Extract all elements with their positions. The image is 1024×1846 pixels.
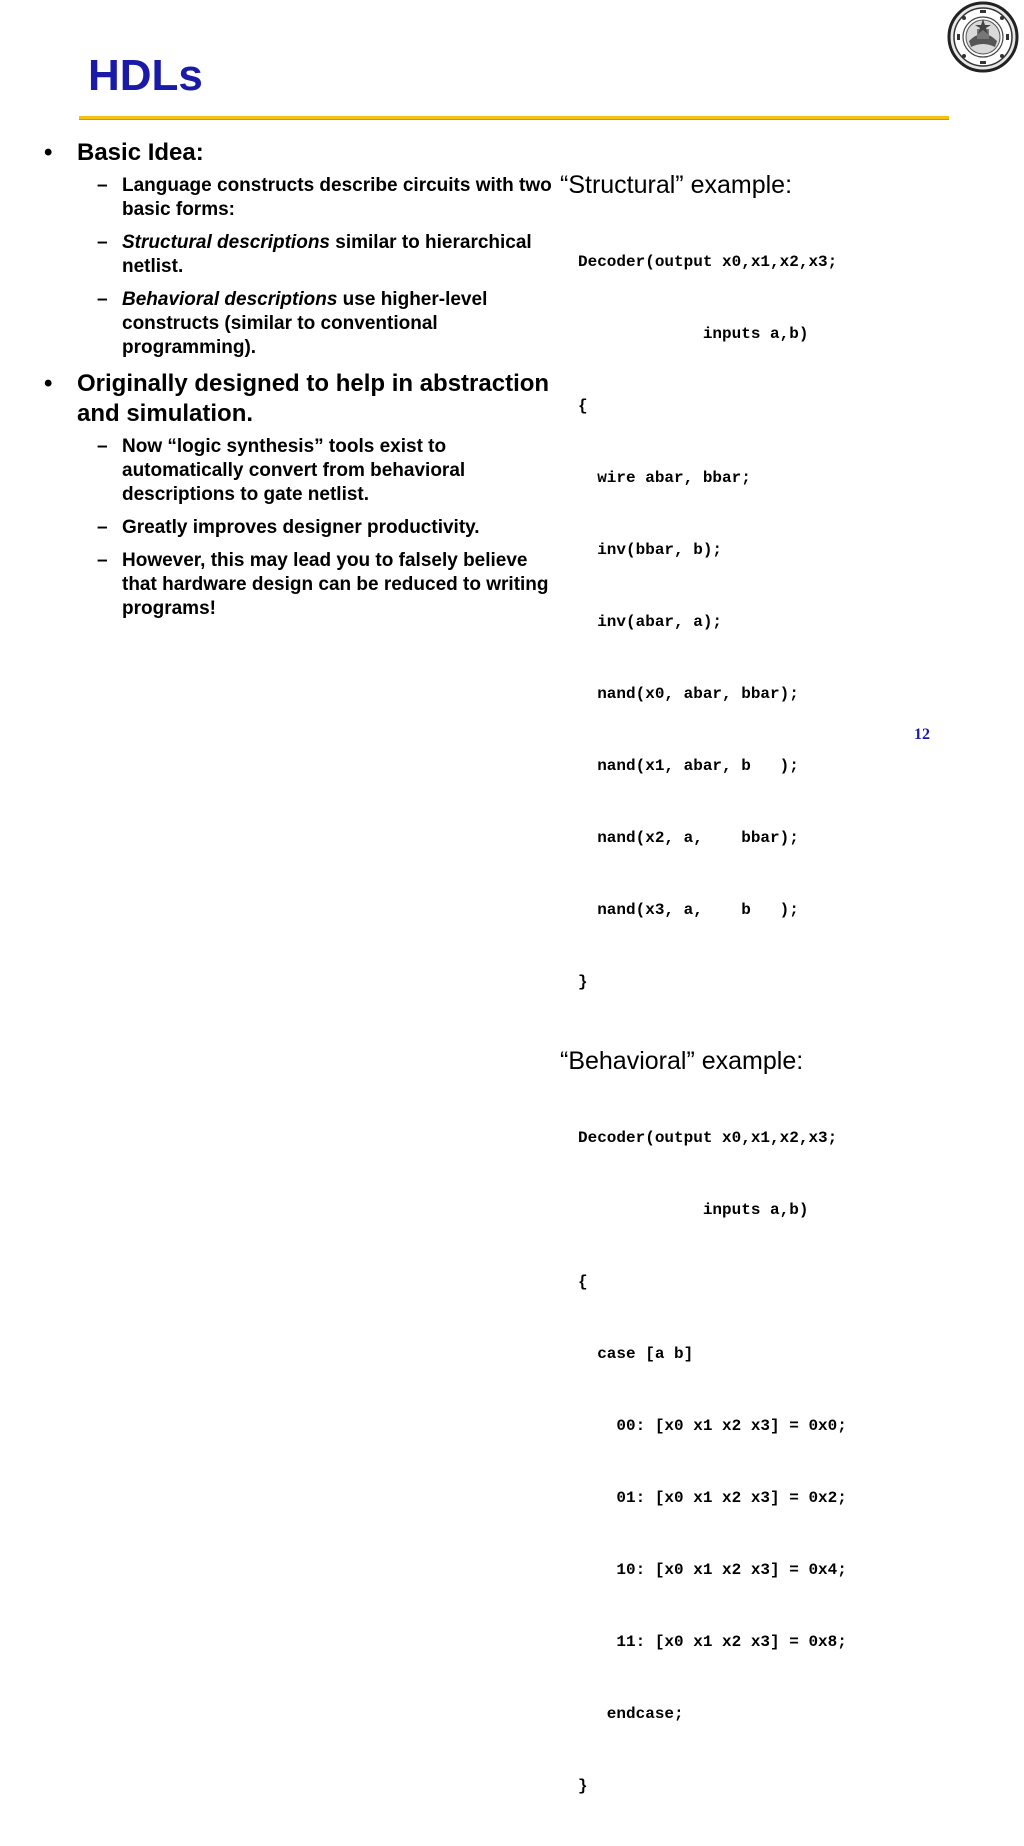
dash-marker: – — [97, 517, 108, 538]
code-line: 10: [x0 x1 x2 x3] = 0x4; — [578, 1561, 847, 1579]
code-line: endcase; — [578, 1705, 684, 1723]
bullet-dot: • — [44, 370, 53, 397]
code-line: nand(x3, a, b ); — [578, 901, 799, 919]
code-line: nand(x1, abar, b ); — [578, 757, 799, 775]
dash-marker: – — [97, 550, 108, 571]
dash-marker: – — [97, 289, 108, 310]
code-line: 11: [x0 x1 x2 x3] = 0x8; — [578, 1633, 847, 1651]
bullet-dot: • — [44, 139, 53, 166]
code-line: } — [578, 973, 588, 991]
sub-bullet-text: similar to hierarchical netlist. — [122, 232, 532, 277]
code-line: inputs a,b) — [578, 1201, 809, 1219]
code-line: } — [578, 1777, 588, 1795]
bullet-text: Originally designed to help in abstraction and simulation. — [77, 370, 550, 427]
sub-bullet — [44, 549, 554, 621]
bullet-text: Basic Idea: — [77, 139, 204, 166]
code-line: inv(bbar, b); — [578, 541, 723, 559]
behavioral-code-block — [560, 1078, 1020, 1846]
bullet-basic-idea — [44, 138, 554, 168]
bullet-originally-designed — [44, 369, 554, 429]
dash-marker: – — [97, 436, 108, 457]
sub-bullet-text: Now “logic synthesis” tools exist to automatically convert from behavioral descriptions to gate netlist. — [122, 436, 466, 505]
page-number: 12 — [914, 726, 930, 743]
behavioral-heading: “Behavioral” example: — [560, 1047, 804, 1075]
code-line: nand(x2, a, bbar); — [578, 829, 799, 847]
structural-heading: “Structural” example: — [560, 171, 793, 199]
sub-bullet — [44, 288, 554, 360]
code-line: Decoder(output x0,x1,x2,x3; — [578, 1129, 838, 1147]
code-line: 00: [x0 x1 x2 x3] = 0x0; — [578, 1417, 847, 1435]
slide-title: HDLs — [88, 51, 203, 100]
code-line: Decoder(output x0,x1,x2,x3; — [578, 253, 838, 271]
code-line: inputs a,b) — [578, 325, 809, 343]
left-column — [44, 138, 554, 630]
sub-bullet — [44, 174, 554, 222]
code-line: { — [578, 1273, 588, 1291]
sub-bullet-text: Greatly improves designer productivity. — [122, 517, 480, 538]
dash-marker: – — [97, 175, 108, 196]
dash-marker: – — [97, 232, 108, 253]
code-line: case [a b] — [578, 1345, 694, 1363]
code-line: 01: [x0 x1 x2 x3] = 0x2; — [578, 1489, 847, 1507]
sub-bullet — [44, 516, 554, 540]
sub-bullet — [44, 231, 554, 279]
sub-bullet-text: Language constructs describe circuits with two basic forms: — [122, 175, 552, 220]
sub-bullet-emphasis: Structural descriptions — [122, 232, 330, 253]
code-line: { — [578, 397, 588, 415]
code-line: inv(abar, a); — [578, 613, 723, 631]
right-column — [560, 170, 1020, 1846]
sub-bullet-text: However, this may lead you to falsely believe that hardware design can be reduced to writing programs! — [122, 550, 549, 619]
structural-code-block — [560, 202, 1020, 1042]
sub-bullet — [44, 435, 554, 507]
sub-bullet-emphasis: Behavioral descriptions — [122, 289, 338, 310]
code-line: wire abar, bbar; — [578, 469, 751, 487]
university-seal-icon — [947, 1, 1019, 73]
title-underline — [79, 116, 949, 120]
code-line: nand(x0, abar, bbar); — [578, 685, 799, 703]
sub-bullet-text: use higher-level constructs (similar to conventional programming). — [122, 289, 488, 358]
